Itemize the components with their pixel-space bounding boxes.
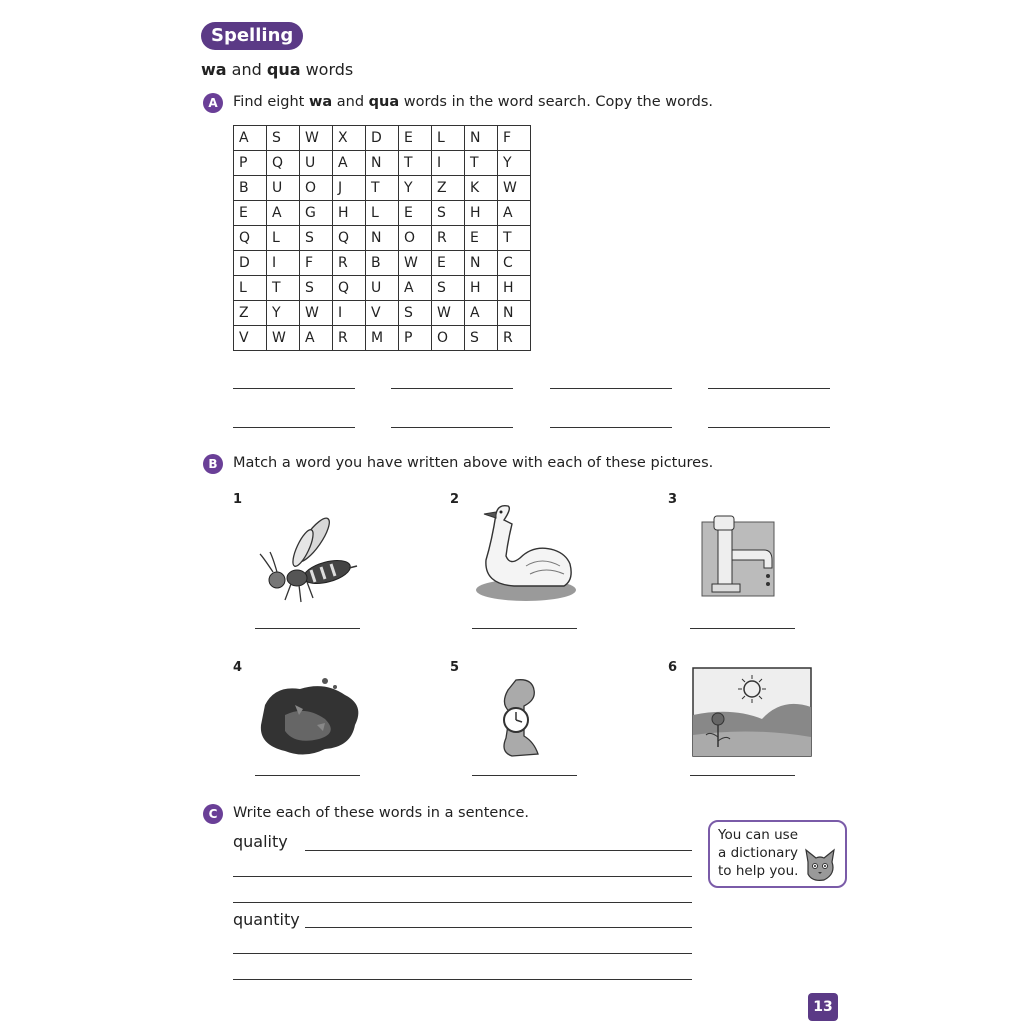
section-label: Spelling — [201, 22, 303, 50]
title-bold-qua: qua — [266, 60, 301, 79]
instr-a-b2: qua — [368, 94, 400, 110]
picture-number: 3 — [668, 492, 678, 507]
sentence-line[interactable] — [305, 850, 692, 851]
sentence-line[interactable] — [233, 902, 692, 903]
grid-cell[interactable]: A — [498, 201, 531, 226]
word-quantity: quantity — [233, 910, 300, 929]
title-end: words — [300, 60, 354, 79]
grid-cell[interactable]: A — [300, 326, 333, 351]
grid-row — [234, 176, 531, 201]
warm-landscape-icon — [692, 667, 812, 757]
answer-line[interactable] — [708, 388, 830, 389]
answer-line[interactable] — [391, 388, 513, 389]
grid-cell[interactable]: P — [234, 151, 267, 176]
grid-cell[interactable]: Q — [234, 226, 267, 251]
grid-cell[interactable]: S — [432, 201, 465, 226]
picture-answer-line[interactable] — [690, 775, 795, 776]
picture-answer-line[interactable] — [255, 775, 360, 776]
tip-text: You can use a dictionary to help you. — [718, 827, 799, 879]
picture-answer-line[interactable] — [690, 628, 795, 629]
instr-a-t2: and — [332, 94, 369, 110]
grid-cell[interactable]: Y — [267, 301, 300, 326]
grid-cell[interactable]: S — [399, 301, 432, 326]
grid-row — [234, 326, 531, 351]
answer-line[interactable] — [550, 388, 672, 389]
grid-cell[interactable]: U — [267, 176, 300, 201]
grid-cell[interactable]: R — [498, 326, 531, 351]
grid-cell[interactable]: Q — [333, 226, 366, 251]
grid-cell[interactable]: N — [465, 251, 498, 276]
title-and: and — [226, 60, 267, 79]
grid-cell[interactable]: K — [465, 176, 498, 201]
instr-a-b1: wa — [308, 94, 333, 110]
answer-line[interactable] — [233, 388, 355, 389]
grid-cell[interactable]: S — [267, 126, 300, 151]
sentence-line[interactable] — [233, 953, 692, 954]
sentence-line[interactable] — [233, 876, 692, 877]
grid-cell[interactable]: A — [234, 126, 267, 151]
grid-cell[interactable]: P — [399, 326, 432, 351]
grid-cell[interactable]: L — [267, 226, 300, 251]
grid-cell[interactable]: F — [300, 251, 333, 276]
instruction-c: Write each of these words in a sentence. — [233, 805, 530, 821]
grid-row — [234, 151, 531, 176]
grid-cell[interactable]: N — [465, 126, 498, 151]
grid-cell[interactable]: C — [498, 251, 531, 276]
grid-cell[interactable]: A — [333, 151, 366, 176]
grid-cell[interactable]: S — [465, 326, 498, 351]
grid-cell[interactable]: V — [366, 301, 399, 326]
grid-cell[interactable]: G — [300, 201, 333, 226]
picture-answer-line[interactable] — [472, 775, 577, 776]
watch-icon — [494, 676, 554, 761]
grid-cell[interactable]: W — [399, 251, 432, 276]
grid-cell[interactable]: H — [498, 276, 531, 301]
grid-cell[interactable]: E — [432, 251, 465, 276]
answer-line[interactable] — [550, 427, 672, 428]
grid-row — [234, 276, 531, 301]
grid-cell[interactable]: L — [366, 201, 399, 226]
picture-number: 6 — [668, 660, 678, 675]
grid-cell[interactable]: Q — [267, 151, 300, 176]
wasp-icon — [255, 512, 360, 607]
squash-icon — [255, 675, 365, 760]
answer-line[interactable] — [708, 427, 830, 428]
title-bold-wa: wa — [201, 60, 227, 79]
grid-cell[interactable]: Q — [333, 276, 366, 301]
answer-line[interactable] — [391, 427, 513, 428]
picture-answer-line[interactable] — [472, 628, 577, 629]
grid-cell[interactable]: W — [300, 126, 333, 151]
grid-cell[interactable]: S — [432, 276, 465, 301]
grid-cell[interactable]: U — [300, 151, 333, 176]
grid-cell[interactable]: R — [432, 226, 465, 251]
grid-cell[interactable]: Y — [498, 151, 531, 176]
answer-line[interactable] — [233, 427, 355, 428]
grid-row — [234, 226, 531, 251]
grid-cell[interactable]: H — [465, 201, 498, 226]
grid-cell[interactable]: O — [432, 326, 465, 351]
grid-cell[interactable]: W — [498, 176, 531, 201]
grid-cell[interactable]: R — [333, 326, 366, 351]
page-title — [201, 60, 353, 79]
grid-cell[interactable]: H — [333, 201, 366, 226]
grid-cell[interactable]: B — [234, 176, 267, 201]
grid-cell[interactable]: I — [432, 151, 465, 176]
grid-cell[interactable]: S — [300, 226, 333, 251]
swan-icon — [474, 500, 579, 605]
grid-cell[interactable]: W — [432, 301, 465, 326]
tap-icon — [698, 514, 778, 600]
grid-cell[interactable]: T — [498, 226, 531, 251]
sentence-line[interactable] — [305, 927, 692, 928]
grid-cell[interactable]: V — [234, 326, 267, 351]
grid-cell[interactable]: N — [366, 226, 399, 251]
grid-cell[interactable]: N — [366, 151, 399, 176]
grid-cell[interactable]: L — [432, 126, 465, 151]
grid-cell[interactable]: E — [234, 201, 267, 226]
cat-mascot-icon — [802, 848, 838, 886]
grid-cell[interactable]: E — [399, 201, 432, 226]
badge-a: A — [203, 93, 223, 113]
grid-cell[interactable]: Y — [399, 176, 432, 201]
word-search-grid — [233, 125, 531, 351]
badge-c: C — [203, 804, 223, 824]
picture-number: 1 — [233, 492, 243, 507]
grid-cell[interactable]: I — [267, 251, 300, 276]
grid-cell[interactable]: O — [399, 226, 432, 251]
grid-cell[interactable]: N — [498, 301, 531, 326]
grid-cell[interactable]: A — [465, 301, 498, 326]
picture-number: 5 — [450, 660, 460, 675]
grid-cell[interactable]: U — [366, 276, 399, 301]
grid-row — [234, 201, 531, 226]
instr-a-t3: words in the word search. Copy the words. — [399, 94, 714, 110]
grid-row — [234, 301, 531, 326]
grid-cell[interactable]: X — [333, 126, 366, 151]
grid-cell[interactable]: Z — [234, 301, 267, 326]
grid-row — [234, 251, 531, 276]
grid-cell[interactable]: Z — [432, 176, 465, 201]
grid-cell[interactable]: R — [333, 251, 366, 276]
grid-cell[interactable]: M — [366, 326, 399, 351]
picture-answer-line[interactable] — [255, 628, 360, 629]
grid-cell[interactable]: T — [267, 276, 300, 301]
grid-cell[interactable]: D — [366, 126, 399, 151]
grid-cell[interactable]: T — [465, 151, 498, 176]
page-number: 13 — [808, 993, 838, 1021]
grid-cell[interactable]: F — [498, 126, 531, 151]
grid-cell[interactable]: T — [399, 151, 432, 176]
grid-cell[interactable]: D — [234, 251, 267, 276]
instruction-b: Match a word you have written above with each of these pictures. — [233, 455, 714, 471]
picture-number: 4 — [233, 660, 243, 675]
instr-a-t1: Find eight — [233, 94, 309, 110]
grid-cell[interactable]: E — [465, 226, 498, 251]
grid-cell[interactable]: O — [300, 176, 333, 201]
grid-cell[interactable]: A — [399, 276, 432, 301]
grid-cell[interactable]: W — [300, 301, 333, 326]
grid-cell[interactable]: B — [366, 251, 399, 276]
grid-cell[interactable]: W — [267, 326, 300, 351]
instruction-a — [233, 94, 713, 110]
grid-cell[interactable]: H — [465, 276, 498, 301]
grid-cell[interactable]: L — [234, 276, 267, 301]
grid-cell[interactable]: T — [366, 176, 399, 201]
grid-cell[interactable]: A — [267, 201, 300, 226]
grid-cell[interactable]: E — [399, 126, 432, 151]
grid-cell[interactable]: I — [333, 301, 366, 326]
badge-b: B — [203, 454, 223, 474]
word-quality: quality — [233, 832, 288, 851]
picture-number: 2 — [450, 492, 460, 507]
grid-cell[interactable]: S — [300, 276, 333, 301]
grid-row — [234, 126, 531, 151]
sentence-line[interactable] — [233, 979, 692, 980]
grid-cell[interactable]: J — [333, 176, 366, 201]
